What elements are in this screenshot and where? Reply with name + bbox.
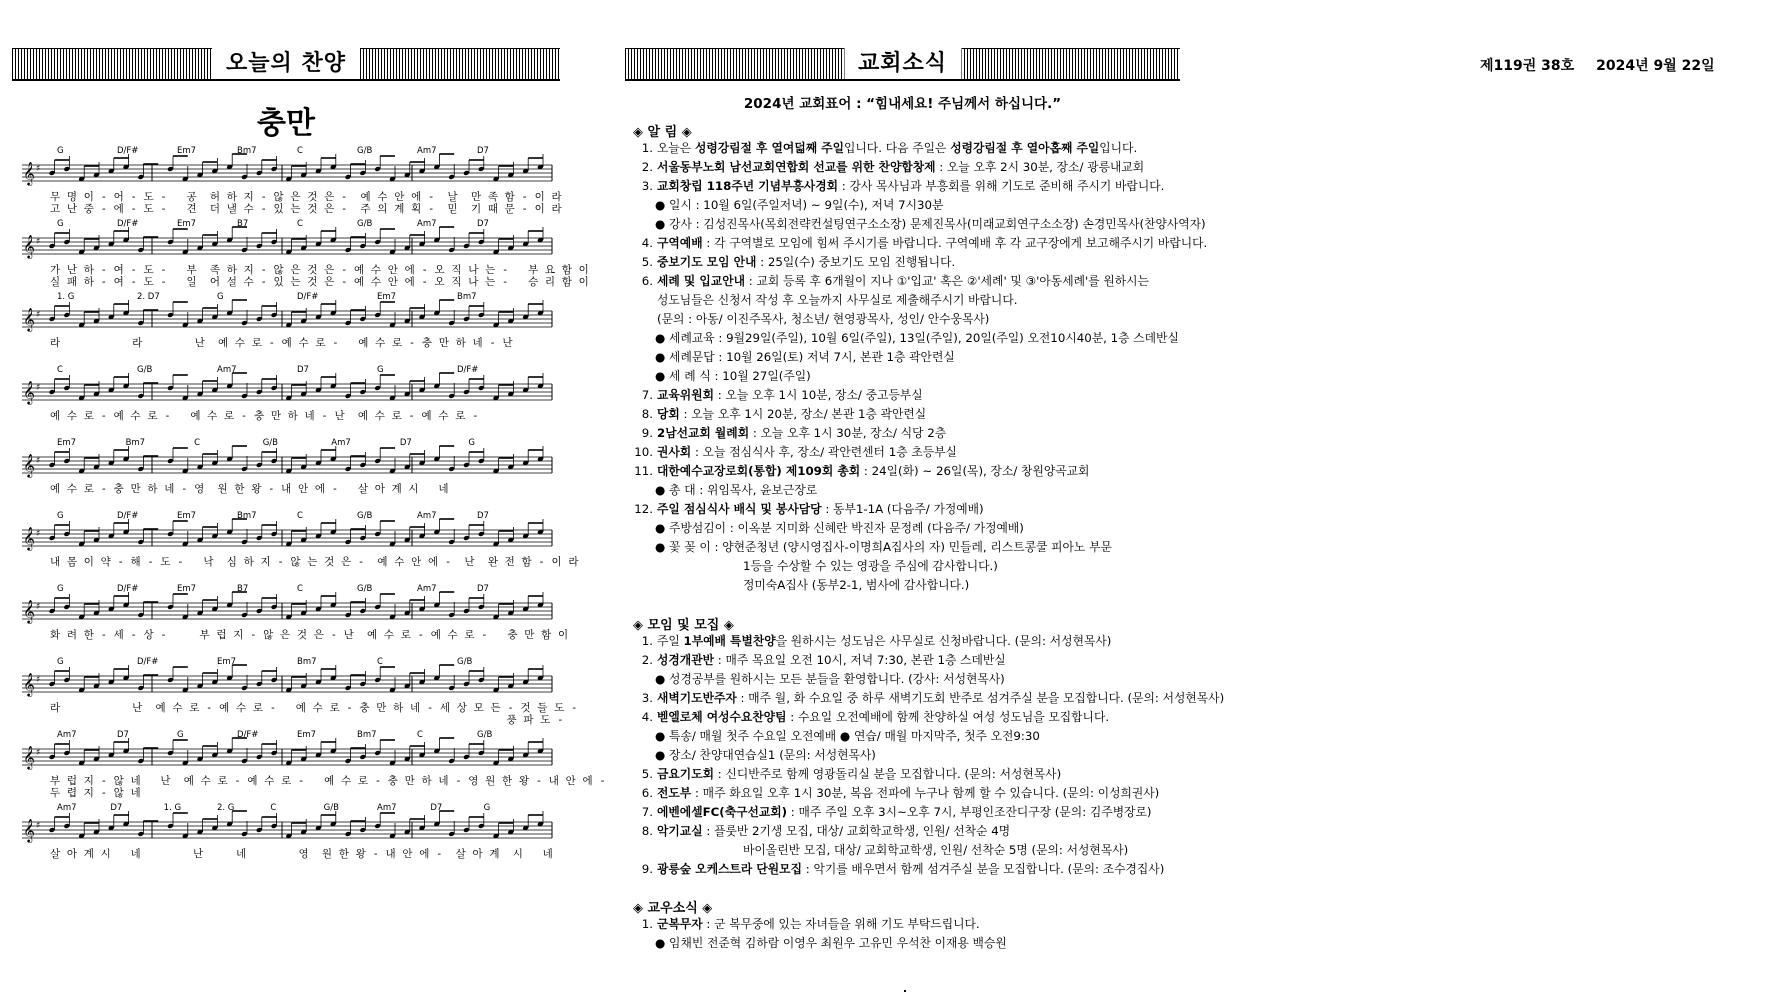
chord-symbol: D7	[117, 730, 129, 740]
chord-symbol: C	[270, 803, 277, 813]
chord-symbol: D7	[477, 584, 489, 594]
notice-item-3-speakers: ● 강사 : 김성진목사(목회전략컨설팅연구소소장) 문제진목사(미래교회연구소소장) 손경민목사(찬양사역자)	[655, 217, 1206, 231]
chord-symbol: Em7	[297, 730, 317, 740]
chord-symbol: G	[57, 657, 64, 667]
chord-symbol: Em7	[177, 584, 197, 594]
chord-symbol: D/F#	[457, 365, 479, 375]
lyric-line: 살 아 계 시 네 난 네 영 원 한 왕 - 내 안 에 - 살 아 계 시 네	[50, 848, 554, 860]
page-dot	[904, 990, 906, 992]
chord-symbol: Bm7	[457, 292, 477, 302]
chord-symbol: Am7	[417, 219, 437, 229]
lyric-line: 풍 파 도 -	[50, 714, 564, 726]
notice-item-6-interview: ● 세례문답 : 10월 26일(토) 저녁 7시, 본관 1층 곽안련실	[655, 350, 955, 364]
chord-symbol: Em7	[177, 511, 197, 521]
key-sharp-icon: ♯	[36, 456, 41, 466]
chord-symbol: G/B	[477, 730, 493, 740]
chord-symbol: Am7	[57, 803, 77, 813]
notice-item-12: 12. 주일 점심식사 배식 및 봉사담당 : 동부1-1A (다음주/ 가정예배)	[634, 502, 984, 516]
chord-symbol: D7	[477, 146, 489, 156]
staff	[12, 729, 560, 779]
chord-symbol: Em7	[57, 438, 77, 448]
staff	[12, 510, 560, 560]
notice-item-8: 8. 당회 : 오늘 오후 1시 20분, 장소/ 본관 1층 곽안련실	[641, 407, 927, 421]
chord-symbol: Em7	[177, 219, 197, 229]
meeting-item-4: 4. 벧엘로체 여성수요찬양팀 : 수요일 오전예배에 함께 찬양하실 여성 성도님을 모집합니다.	[641, 710, 1110, 724]
treble-clef-icon: 𝄞	[23, 745, 35, 769]
chord-symbol: 1. G	[163, 803, 182, 813]
notice-item-5: 5. 중보기도 모임 안내 : 25일(수) 중보기도 모임 진행됩니다.	[641, 255, 956, 269]
chord-symbol: G/B	[323, 803, 339, 813]
chord-symbol: G	[217, 292, 224, 302]
news-header-title: 교회소식	[844, 48, 961, 79]
section-meeting-heading: ◈ 모임 및 모집 ◈	[633, 618, 734, 633]
staff	[12, 291, 560, 341]
song-title: 충만	[257, 106, 315, 141]
treble-clef-icon: 𝄞	[23, 672, 35, 696]
staff	[12, 656, 560, 706]
meeting-item-7: 7. 에벤에셀FC(축구선교회) : 매주 주일 오후 3시~오후 7시, 부평인조잔디구장 (문의: 김주병장로)	[641, 805, 1152, 819]
lyric-line: 고 난 중 - 에 - 도 - 견 더 낼 수 - 있 는 것 은 - 주 의 계 획 - 믿 기 때 문 - 이 라	[50, 203, 562, 215]
lyric-line: 실 패 하 - 여 - 도 - 일 어 설 수 - 있 는 것 은 - 예 수 안 에 - 오 직 나 는 - 승 리 함 이	[50, 276, 589, 288]
notice-item-12-flowers: ● 꽃 꽂 이 : 양현준청년 (양시영집사-이명희A집사의 자) 민들레, 리스트콩쿨 피아노 부문	[655, 540, 1112, 554]
notice-item-12-flowers-line3: 정미숙A집사 (동부2-1, 범사에 감사합니다.)	[743, 578, 970, 592]
chord-symbol: 2. G	[217, 803, 235, 813]
meeting-item-8-line2: 바이올린반 모집, 대상/ 교회학교학생, 인원/ 선착순 5명 (문의: 서성현목사)	[743, 843, 1129, 857]
chord-symbol: C	[297, 146, 303, 156]
meeting-item-6: 6. 전도부 : 매주 화요일 오후 1시 30분, 복음 전파에 누구나 함께 할 수 있습니다. (문의: 이성희권사)	[641, 786, 1160, 800]
meeting-item-2: 2. 성경개관반 : 매주 목요일 오전 10시, 저녁 7:30, 본관 1층 스데반실	[641, 653, 1006, 667]
notice-item-11-delegates: ● 총 대 : 위임목사, 윤보근장로	[655, 483, 818, 497]
chord-symbol: G	[377, 365, 384, 375]
chord-symbol: C	[377, 657, 383, 667]
key-sharp-icon: ♯	[36, 675, 41, 685]
meeting-item-3: 3. 새벽기도반주자 : 매주 월, 화 수요일 중 하루 새벽기도회 반주로 섬겨주실 분을 모집합니다. (문의: 서성현목사)	[641, 691, 1225, 705]
issue-date: 2024년 9월 22일	[1596, 58, 1715, 74]
notice-item-3: 3. 교회창립 118주년 기념부흥사경회 : 강사 목사님과 부흥회를 위해 기도로 준비해 주시기 바랍니다.	[641, 179, 1165, 193]
chord-symbol: G	[177, 730, 184, 740]
chord-symbol: Em7	[377, 292, 397, 302]
treble-clef-icon: 𝄞	[23, 161, 35, 185]
chord-symbol: G	[483, 803, 491, 813]
chord-symbol: Em7	[217, 657, 237, 667]
treble-clef-icon: 𝄞	[23, 818, 35, 842]
key-sharp-icon: ♯	[36, 310, 41, 320]
treble-clef-icon: 𝄞	[23, 599, 35, 623]
notice-item-6-line2: 성도님들은 신청서 작성 후 오늘까지 사무실로 제출해주시기 바랍니다.	[657, 293, 1018, 307]
chord-symbol: G/B	[137, 365, 153, 375]
lyric-line: 예 수 로 - 충 만 하 네 - 영 원 한 왕 - 내 안 에 - 살 아 계 시 네	[50, 483, 449, 495]
music-system	[12, 583, 569, 655]
chord-symbol: D7	[297, 365, 309, 375]
chord-symbol: D/F#	[117, 219, 139, 229]
chord-symbol: B7	[237, 584, 249, 594]
staff	[12, 218, 560, 268]
key-sharp-icon: ♯	[36, 383, 41, 393]
chord-symbol: Bm7	[237, 511, 257, 521]
notice-item-2: 2. 서울동부노회 남선교회연합회 선교를 위한 찬양합창제 : 오늘 오후 2시 30분, 장소/ 광릉내교회	[641, 160, 1145, 174]
staff	[12, 583, 560, 633]
members-item-1-names: ● 임채빈 전준혁 김하람 이영우 최원우 고유민 우석찬 이재용 백승원	[655, 936, 1007, 950]
music-system	[12, 364, 560, 436]
staff	[12, 364, 560, 414]
music-system	[12, 291, 560, 363]
chord-symbol: B7	[237, 219, 249, 229]
chord-symbol: D/F#	[117, 146, 139, 156]
chord-symbol: D/F#	[297, 292, 319, 302]
meeting-item-8: 8. 악기교실 : 플룻반 2기생 모집, 대상/ 교회학교학생, 인원/ 선착순 4명	[641, 824, 1011, 838]
key-sharp-icon: ♯	[36, 821, 41, 831]
notice-item-4: 4. 구역예배 : 각 구역별로 모임에 힘써 주시기를 바랍니다. 구역예배 후 각 교구장에게 보고해주시기 바랍니다.	[641, 236, 1208, 250]
lyric-line: 부 럽 지 - 않 네 난 예 수 로 - 예 수 로 - 예 수 로 - 충 만 하 네 - 영 원 한 왕 - 내 안 에 -	[50, 775, 606, 787]
notice-item-6-ceremony: ● 세 례 식 : 10월 27일(주일)	[655, 369, 811, 383]
staff	[12, 802, 560, 852]
music-system	[12, 218, 589, 290]
chord-symbol: G/B	[357, 146, 373, 156]
lyric-line: 가 난 하 - 여 - 도 - 부 족 하 지 - 않 은 것 은 - 예 수 안 에 - 오 직 나 는 - 부 요 함 이	[50, 264, 589, 276]
music-system	[12, 802, 560, 874]
meeting-item-5: 5. 금요기도회 : 신디반주로 함께 영광돌리실 분을 모집합니다. (문의: 서성현목사)	[641, 767, 1062, 781]
meeting-item-2-sub: ● 성경공부를 원하시는 모든 분들을 환영합니다. (강사: 서성현목사)	[655, 672, 1005, 686]
chord-symbol: G/B	[357, 511, 373, 521]
hymn-header-bar	[12, 48, 560, 81]
chord-symbol: C	[297, 511, 303, 521]
chord-symbol: C	[194, 438, 201, 448]
key-sharp-icon: ♯	[36, 164, 41, 174]
notice-item-7: 7. 교육위원회 : 오늘 오후 1시 10분, 장소/ 중고등부실	[641, 388, 923, 402]
chord-symbol: Am7	[417, 146, 437, 156]
notice-item-12-flowers-line2: 1등을 수상할 수 있는 영광을 주심에 감사합니다.)	[743, 559, 998, 573]
notice-item-6-education: ● 세례교육 : 9월29일(주일), 10월 6일(주일), 13일(주일), 20일(주일) 오전10시40분, 1층 스데반실	[655, 331, 1179, 345]
staff	[12, 437, 560, 487]
hymn-header-title: 오늘의 찬양	[212, 48, 360, 79]
chord-symbol: 2. D7	[137, 292, 160, 302]
chord-symbol: C	[297, 219, 303, 229]
chord-symbol: Am7	[417, 584, 437, 594]
chord-symbol: 1. G	[57, 292, 75, 302]
lyric-line: 화 려 한 - 세 - 상 - 부 럽 지 - 않 은 것 은 - 난 예 수 로 - 예 수 로 - 충 만 함 이	[50, 629, 569, 641]
notice-item-12-kitchen: ● 주방섬김이 : 이옥분 지미화 신혜란 박진자 문정례 (다음주/ 가정예배)	[655, 521, 1024, 535]
chord-symbol: C	[57, 365, 63, 375]
treble-clef-icon: 𝄞	[23, 234, 35, 258]
chord-symbol: Am7	[331, 438, 351, 448]
church-motto: 2024년 교회표어 : “힘내세요! 주님께서 하십니다.”	[743, 96, 1062, 112]
chord-symbol: C	[297, 584, 303, 594]
chord-symbol: Em7	[177, 146, 197, 156]
music-system	[12, 729, 606, 801]
music-system	[12, 437, 560, 509]
treble-clef-icon: 𝄞	[23, 380, 35, 404]
chord-symbol: G/B	[357, 584, 373, 594]
section-notice-heading: ◈ 알 림 ◈	[633, 125, 692, 140]
meeting-item-1: 1. 주일 1부예배 특별찬양을 원하시는 성도님은 사무실로 신청바랍니다. (문의: 서성현목사)	[641, 634, 1112, 648]
key-sharp-icon: ♯	[36, 748, 41, 758]
chord-symbol: G	[57, 219, 64, 229]
chord-symbol: Bm7	[237, 146, 257, 156]
chord-symbol: D7	[477, 511, 489, 521]
meeting-item-4-sub2: ● 장소/ 찬양대연습실1 (문의: 서성현목사)	[655, 748, 876, 762]
chord-symbol: Bm7	[357, 730, 377, 740]
treble-clef-icon: 𝄞	[23, 307, 35, 331]
members-item-1: 1. 군복무자 : 군 복무중에 있는 자녀들을 위해 기도 부탁드립니다.	[641, 917, 980, 931]
chord-symbol: Bm7	[297, 657, 317, 667]
staff	[12, 145, 560, 195]
music-system	[12, 145, 560, 217]
notice-item-6-contact: (문의 : 아동/ 이진주목사, 청소년/ 현영광목사, 성인/ 안수웅목사)	[657, 312, 990, 326]
lyric-line: 예 수 로 - 예 수 로 - 예 수 로 - 충 만 하 네 - 난 예 수 로 - 예 수 로 -	[50, 410, 479, 422]
chord-symbol: Bm7	[125, 438, 146, 448]
chord-symbol: D/F#	[137, 657, 159, 667]
key-sharp-icon: ♯	[36, 602, 41, 612]
chord-symbol: G	[468, 438, 476, 448]
treble-clef-icon: 𝄞	[23, 526, 35, 550]
issue-volume: 제119권 38호	[1480, 58, 1575, 74]
chord-symbol: Am7	[57, 730, 77, 740]
notice-item-1: 1. 오늘은 성령강림절 후 열여덟째 주일입니다. 다음 주일은 성령강림절 후 열아홉째 주일입니다.	[641, 141, 1138, 155]
chord-symbol: Am7	[417, 511, 437, 521]
chord-symbol: D/F#	[117, 511, 139, 521]
chord-symbol: C	[417, 730, 423, 740]
lyric-line: 내 몸 이 약 - 해 - 도 - 낙 심 하 지 - 않 는 것 은 - 예 수 안 에 - 난 완 전 함 - 이 라	[50, 556, 579, 568]
section-members-heading: ◈ 교우소식 ◈	[633, 901, 713, 916]
chord-symbol: D7	[477, 219, 489, 229]
chord-symbol: G	[57, 146, 64, 156]
chord-symbol: G	[57, 584, 64, 594]
music-system	[12, 656, 578, 728]
chord-symbol: G/B	[262, 438, 279, 448]
key-sharp-icon: ♯	[36, 529, 41, 539]
chord-symbol: D7	[110, 803, 123, 813]
music-system	[12, 510, 579, 582]
lyric-line: 라 난 예 수 로 - 예 수 로 - 예 수 로 - 충 만 하 네 - 세 상 모 든 - 것 들 도 -	[50, 702, 578, 714]
notice-item-6: 6. 세례 및 입교안내 : 교회 등록 후 6개월이 지나 ①'입교' 혹은 ②'세례' 및 ③'아동세례'를 원하시는	[641, 274, 1149, 288]
chord-symbol: G/B	[357, 219, 373, 229]
treble-clef-icon: 𝄞	[23, 453, 35, 477]
lyric-line: 라 라 난 예 수 로 - 예 수 로 - 예 수 로 - 충 만 하 네 - 난	[50, 337, 513, 349]
notice-item-10: 10. 권사회 : 오늘 점심식사 후, 장소/ 곽안련센터 1층 초등부실	[634, 445, 957, 459]
meeting-item-9: 9. 광릉숲 오케스트라 단원모집 : 악기를 배우면서 함께 섬겨주실 분을 모집합니다. (문의: 조수경집사)	[641, 862, 1165, 876]
chord-symbol: D7	[430, 803, 443, 813]
news-header-bar	[625, 48, 1180, 81]
meeting-item-4-sub1: ● 특송/ 매월 첫주 수요일 오전예배 ● 연습/ 매월 마지막주, 첫주 오전9:30	[655, 729, 1040, 743]
notice-item-9: 9. 2남선교회 월례회 : 오늘 오후 1시 30분, 장소/ 식당 2층	[641, 426, 947, 440]
chord-symbol: D7	[399, 438, 412, 448]
chord-symbol: G/B	[457, 657, 473, 667]
chord-symbol: Am7	[217, 365, 237, 375]
notice-item-11: 11. 대한예수교장로회(통합) 제109회 총회 : 24일(화) ~ 26일(목), 장소/ 창원양곡교회	[634, 464, 1090, 478]
chord-symbol: Am7	[377, 803, 397, 813]
chord-symbol: D/F#	[117, 584, 139, 594]
notice-item-3-date: ● 일시 : 10월 6일(주일저녁) ~ 9일(수), 저녁 7시30분	[655, 198, 944, 212]
lyric-line: 두 렵 지 - 않 네	[50, 787, 141, 799]
chord-symbol: D/F#	[237, 730, 259, 740]
chord-symbol: G	[57, 511, 64, 521]
key-sharp-icon: ♯	[36, 237, 41, 247]
lyric-line: 무 명 이 - 어 - 도 - 공 허 하 지 - 않 은 것 은 - 예 수 안 에 - 날 만 족 함 - 이 라	[50, 191, 562, 203]
